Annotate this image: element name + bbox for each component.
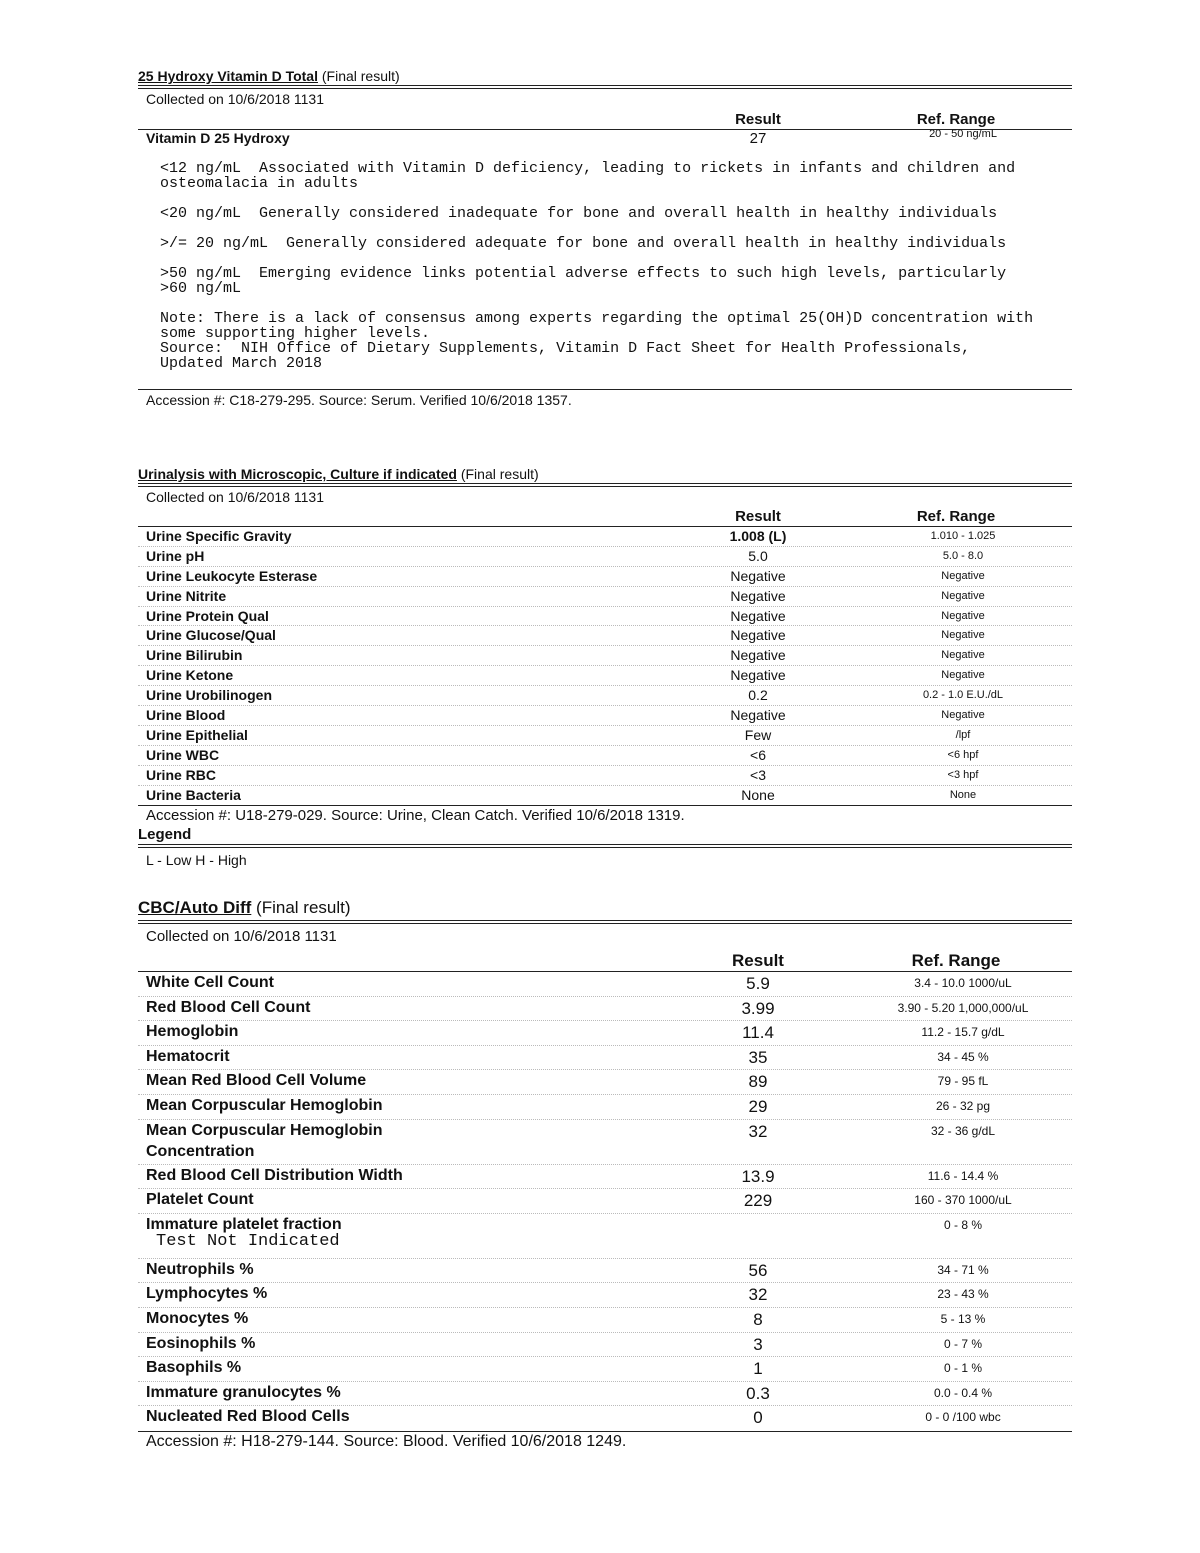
row-result: 0.3 bbox=[746, 1383, 770, 1403]
row-result: Negative bbox=[730, 627, 786, 644]
table-row bbox=[138, 1406, 1072, 1430]
row-name: Urine Glucose/Qual bbox=[146, 627, 276, 644]
row-ref: <3 hpf bbox=[947, 768, 979, 781]
row-ref: 26 - 32 pg bbox=[935, 1098, 991, 1113]
table-row bbox=[138, 1382, 1072, 1407]
row-name: Mean Red Blood Cell Volume bbox=[146, 1072, 367, 1090]
row-result: <6 bbox=[750, 746, 766, 763]
row-ref: 160 - 370 1000/uL bbox=[914, 1193, 1012, 1208]
cbc-accession: Accession #: H18-279-144. Source: Blood. Verified 10/6/2018 1249. bbox=[146, 1432, 627, 1450]
table-row bbox=[138, 766, 1072, 786]
row-ref: 34 - 45 % bbox=[937, 1049, 989, 1064]
table-row bbox=[138, 1046, 1072, 1071]
table-row bbox=[138, 626, 1072, 646]
row-ref: Negative bbox=[941, 569, 985, 582]
row-ref: 5 - 13 % bbox=[940, 1311, 986, 1326]
table-row bbox=[138, 1120, 1072, 1165]
cbc-title bbox=[138, 898, 1072, 918]
row-ref: <6 hpf bbox=[947, 748, 979, 761]
row-result: 32 bbox=[748, 1121, 768, 1141]
vitd-test-result: 27 bbox=[749, 130, 767, 147]
row-result: Negative bbox=[730, 707, 786, 724]
row-ref: 11.2 - 15.7 g/dL bbox=[921, 1025, 1005, 1040]
legend-text: L - Low H - High bbox=[146, 852, 247, 869]
table-row bbox=[138, 746, 1072, 766]
row-result: Negative bbox=[730, 647, 786, 664]
table-row bbox=[138, 1165, 1072, 1190]
row-name: Red Blood Cell Distribution Width bbox=[146, 1166, 403, 1184]
row-name: Eosinophils % bbox=[146, 1334, 256, 1352]
row-name: Hematocrit bbox=[146, 1047, 230, 1065]
row-ref: Negative bbox=[941, 609, 985, 622]
row-result: 0.2 bbox=[748, 687, 768, 704]
row-name: Mean Corpuscular Hemoglobin bbox=[146, 1096, 383, 1114]
table-row bbox=[138, 1021, 1072, 1046]
table-row bbox=[138, 646, 1072, 666]
cbc-result-header: Result bbox=[732, 951, 784, 970]
row-result: Negative bbox=[730, 567, 786, 584]
row-name: Platelet Count bbox=[146, 1191, 254, 1209]
row-ref: 5.0 - 8.0 bbox=[942, 549, 984, 562]
row-name: Urine Leukocyte Esterase bbox=[146, 567, 318, 584]
row-result: 3 bbox=[753, 1334, 763, 1354]
row-ref: 34 - 71 % bbox=[937, 1262, 989, 1277]
row-result: 11.4 bbox=[742, 1023, 774, 1043]
table-row bbox=[138, 1357, 1072, 1382]
row-name: Urine WBC bbox=[146, 746, 220, 763]
vitd-ref-header: Ref. Range bbox=[916, 111, 996, 128]
vitd-test-row bbox=[138, 130, 1072, 148]
row-name: Lymphocytes % bbox=[146, 1285, 268, 1303]
table-row bbox=[138, 1308, 1072, 1333]
row-result: Negative bbox=[730, 587, 786, 604]
row-ref: 3.90 - 5.20 1,000,000/uL bbox=[897, 1000, 1029, 1015]
row-name: Nucleated Red Blood Cells bbox=[146, 1408, 350, 1426]
row-result: Few bbox=[744, 726, 772, 743]
row-name: Urine Blood bbox=[146, 707, 226, 724]
vitd-status: (Final result) bbox=[321, 68, 400, 84]
ua-table bbox=[138, 527, 1072, 804]
table-row bbox=[138, 547, 1072, 567]
cbc-column-headers bbox=[138, 951, 1072, 971]
row-name: Immature platelet fraction bbox=[146, 1215, 342, 1233]
vitd-title bbox=[138, 68, 1072, 84]
row-result: None bbox=[741, 786, 775, 803]
vitd-note-5: Note: There is a lack of consensus among experts regarding the optimal 25(OH)D concentration with some supporting higher levels. Source: NIH Office of Dietary Supplements, Vitamin D Fact Sheet for Health Professionals, Updated March 2018 bbox=[160, 310, 1034, 372]
cbc-section bbox=[138, 898, 1072, 1451]
ua-title-text: Urinalysis with Microscopic, Culture if indicated bbox=[138, 466, 457, 482]
row-name: Urine Bacteria bbox=[146, 786, 241, 803]
table-row bbox=[138, 1333, 1072, 1358]
vitd-column-headers bbox=[138, 111, 1072, 129]
table-row bbox=[138, 527, 1072, 547]
ua-status: (Final result) bbox=[460, 466, 539, 482]
vitd-collected: Collected on 10/6/2018 1131 bbox=[146, 91, 324, 107]
row-result: 32 bbox=[748, 1285, 768, 1305]
ua-column-headers bbox=[138, 508, 1072, 526]
row-name: Urine Epithelial bbox=[146, 726, 248, 743]
row-name: White Cell Count bbox=[146, 974, 274, 991]
table-row bbox=[138, 1259, 1072, 1284]
row-ref: Negative bbox=[941, 669, 985, 682]
row-ref: 0.0 - 0.4 % bbox=[933, 1385, 993, 1400]
row-note: Test Not Indicated bbox=[156, 1231, 340, 1251]
row-name: Hemoglobin bbox=[146, 1023, 239, 1041]
vitd-note-2: <20 ng/mL Generally considered inadequate for bone and overall health in healthy individuals bbox=[160, 205, 998, 222]
table-row bbox=[138, 686, 1072, 706]
ua-title bbox=[138, 466, 1072, 482]
row-result: 56 bbox=[748, 1260, 768, 1280]
row-ref: 32 - 36 g/dL bbox=[930, 1123, 996, 1138]
row-ref: 0 - 1 % bbox=[943, 1361, 982, 1376]
vitd-result-header: Result bbox=[735, 111, 781, 128]
row-name: Urine pH bbox=[146, 547, 205, 564]
row-ref: 0 - 0 /100 wbc bbox=[925, 1410, 1001, 1425]
row-result: 0 bbox=[753, 1408, 763, 1428]
row-result: Negative bbox=[730, 667, 786, 684]
table-row bbox=[138, 1095, 1072, 1120]
row-ref: 0 - 7 % bbox=[943, 1336, 982, 1351]
row-ref: 1.010 - 1.025 bbox=[930, 530, 996, 542]
table-row bbox=[138, 1189, 1072, 1214]
row-ref: Negative bbox=[941, 709, 985, 722]
row-ref: 3.4 - 10.0 1000/uL bbox=[914, 976, 1012, 990]
row-ref: 23 - 43 % bbox=[937, 1287, 989, 1302]
cbc-table bbox=[138, 972, 1072, 1430]
table-row bbox=[138, 1214, 1072, 1259]
row-name: Red Blood Cell Count bbox=[146, 998, 311, 1016]
ua-ref-header: Ref. Range bbox=[916, 508, 996, 525]
table-row bbox=[138, 666, 1072, 686]
row-name: Mean Corpuscular Hemoglobin Concentration bbox=[146, 1121, 383, 1160]
row-name: Urine Protein Qual bbox=[146, 607, 269, 624]
vitd-accession: Accession #: C18-279-295. Source: Serum. Verified 10/6/2018 1357. bbox=[146, 392, 572, 408]
cbc-status: (Final result) bbox=[256, 898, 351, 917]
table-row bbox=[138, 997, 1072, 1022]
vitd-notes bbox=[160, 161, 1040, 371]
row-ref: None bbox=[949, 788, 977, 801]
row-name: Urine RBC bbox=[146, 766, 217, 783]
table-row bbox=[138, 706, 1072, 726]
row-result: <3 bbox=[750, 766, 766, 783]
row-ref: 0.2 - 1.0 E.U./dL bbox=[922, 689, 1004, 702]
cbc-ref-header: Ref. Range bbox=[911, 951, 1001, 970]
row-result: 29 bbox=[748, 1096, 768, 1116]
vitd-test-name: Vitamin D 25 Hydroxy bbox=[146, 130, 290, 146]
table-row bbox=[138, 786, 1072, 805]
row-name: Monocytes % bbox=[146, 1309, 249, 1327]
row-result: 3.99 bbox=[741, 998, 775, 1018]
row-result: 229 bbox=[743, 1191, 773, 1211]
table-row bbox=[138, 567, 1072, 587]
table-row bbox=[138, 1070, 1072, 1095]
row-ref: 11.6 - 14.4 % bbox=[927, 1168, 999, 1183]
cbc-collected: Collected on 10/6/2018 1131 bbox=[146, 928, 337, 945]
vitd-note-3: >/= 20 ng/mL Generally considered adequate for bone and overall health in healthy individuals bbox=[160, 235, 1007, 252]
row-ref: Negative bbox=[941, 649, 985, 662]
table-row bbox=[138, 587, 1072, 607]
row-name: Urine Specific Gravity bbox=[146, 528, 292, 544]
cbc-title-text: CBC/Auto Diff bbox=[138, 898, 252, 917]
row-name: Immature granulocytes % bbox=[146, 1383, 341, 1401]
row-ref: 0 - 8 % bbox=[943, 1217, 982, 1232]
row-result: 35 bbox=[748, 1047, 768, 1067]
row-name: Urine Nitrite bbox=[146, 587, 227, 604]
row-name: Urine Urobilinogen bbox=[146, 687, 272, 704]
ua-accession: Accession #: U18-279-029. Source: Urine, Clean Catch. Verified 10/6/2018 1319. bbox=[146, 807, 685, 825]
ua-section bbox=[138, 466, 1072, 868]
row-result: 5.0 bbox=[748, 547, 768, 564]
row-ref: Negative bbox=[941, 629, 985, 642]
vitd-title-text: 25 Hydroxy Vitamin D Total bbox=[138, 68, 318, 84]
ua-result-header: Result bbox=[735, 508, 781, 525]
table-row bbox=[138, 1283, 1072, 1308]
vitd-section bbox=[138, 68, 1072, 408]
row-name: Basophils % bbox=[146, 1359, 242, 1377]
table-row bbox=[138, 726, 1072, 746]
table-row bbox=[138, 607, 1072, 627]
row-result: Negative bbox=[730, 607, 786, 624]
row-result: 89 bbox=[748, 1072, 768, 1092]
row-result: 8 bbox=[753, 1309, 763, 1329]
row-result: 1 bbox=[753, 1359, 763, 1379]
row-ref: Negative bbox=[941, 589, 985, 602]
row-ref: /lpf bbox=[955, 728, 971, 741]
row-ref: 79 - 95 fL bbox=[937, 1074, 989, 1089]
row-name: Urine Bilirubin bbox=[146, 647, 243, 664]
row-result: 1.008 (L) bbox=[729, 528, 787, 544]
row-name: Urine Ketone bbox=[146, 667, 234, 684]
vitd-note-1: <12 ng/mL Associated with Vitamin D deficiency, leading to rickets in infants and children and osteomalacia in adults bbox=[160, 160, 1025, 192]
ua-collected: Collected on 10/6/2018 1131 bbox=[146, 489, 324, 505]
table-row bbox=[138, 972, 1072, 997]
row-result: 13.9 bbox=[741, 1166, 775, 1186]
vitd-test-ref: 20 - 50 ng/mL bbox=[929, 128, 997, 140]
row-name: Neutrophils % bbox=[146, 1260, 254, 1278]
legend-title: Legend bbox=[138, 826, 192, 844]
vitd-note-4: >50 ng/mL Emerging evidence links potential adverse effects to such high levels, particularly >60 ng/mL bbox=[160, 265, 1016, 297]
row-result: 5.9 bbox=[746, 974, 770, 993]
